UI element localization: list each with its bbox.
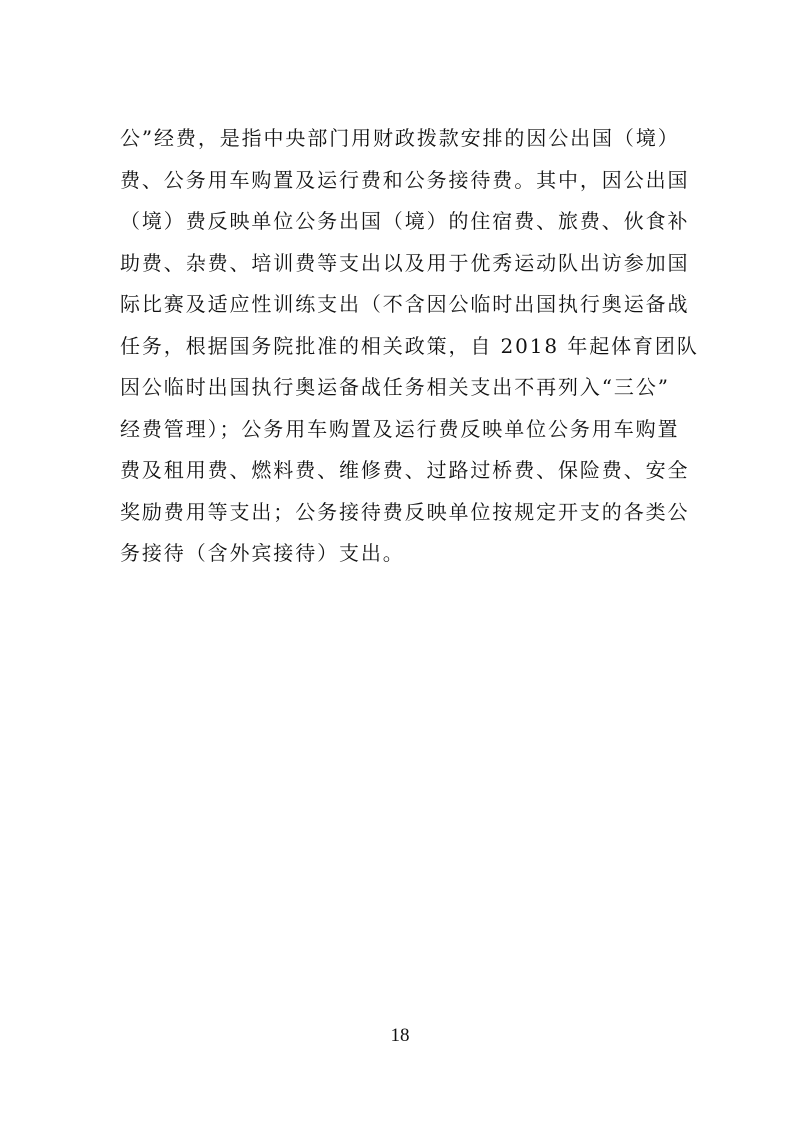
text-line: 任务，根据国务院批准的相关政策，自 2018 年起体育团队 <box>120 333 699 358</box>
page-number: 18 <box>390 1025 410 1046</box>
text-line: 助费、杂费、培训费等支出以及用于优秀运动队出访参加国 <box>120 250 690 275</box>
text-line: 费及租用费、燃料费、维修费、过路过桥费、保险费、安全 <box>120 458 690 482</box>
text-line: 费、公务用车购置及运行费和公务接待费。其中，因公出国 <box>120 167 690 192</box>
text-line: 际比赛及适应性训练支出（不含因公临时出国执行奥运备战 <box>120 292 690 316</box>
text-line: 奖励费用等支出；公务接待费反映单位按规定开支的各类公 <box>120 499 690 524</box>
body-paragraph <box>120 118 699 575</box>
text-line: 因公临时出国执行奥运备战任务相关支出不再列入“三公” <box>120 375 670 399</box>
text-line: 公”经费，是指中央部门用财政拨款安排的因公出国（境） <box>120 126 680 150</box>
text-line: 务接待（含外宾接待）支出。 <box>120 541 405 565</box>
text-line: （境）费反映单位公务出国（境）的住宿费、旅费、伙食补 <box>120 209 690 233</box>
text-line: 经费管理）；公务用车购置及运行费反映单位公务用车购置 <box>120 416 680 441</box>
